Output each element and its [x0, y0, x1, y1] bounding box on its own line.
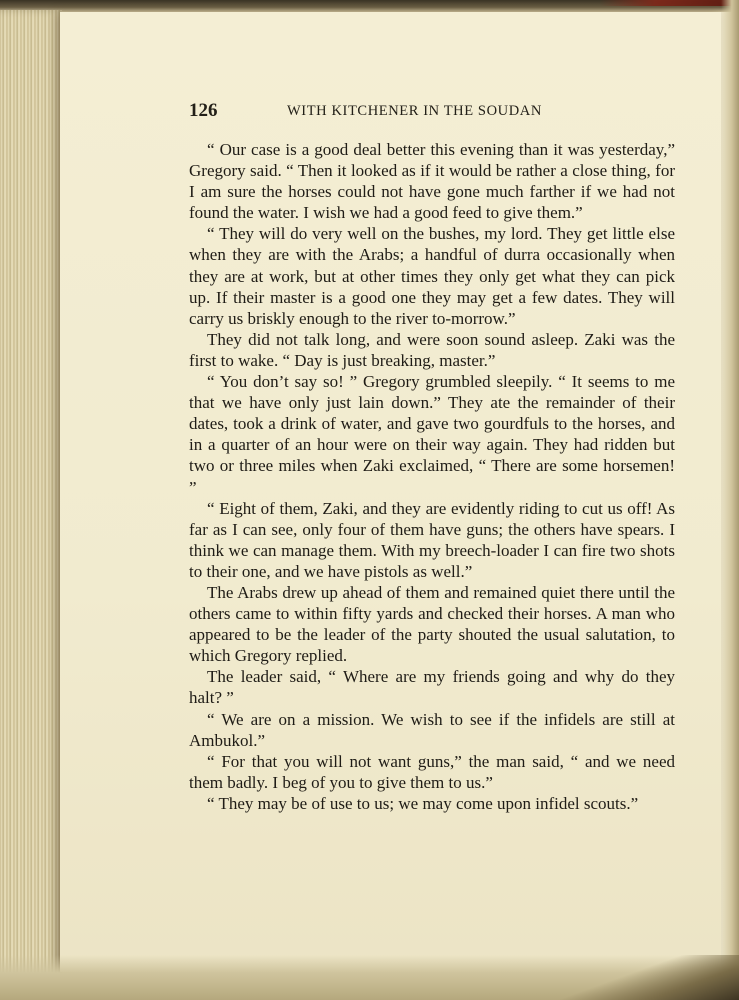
paragraph: “ Our case is a good deal better this evening than it was yesterday,” Gregory said. “ Then it looked as if it would be rather a close thing, for I am sure the horses could not have gone much farther if we had not found the water. I wish we had a good feed to give them.”	[189, 140, 675, 223]
paragraph: “ You don’t say so! ” Gregory grumbled sleepily. “ It seems to me that we have only just lain down.” They ate the remainder of their dates, took a drink of water, and gave two gourdfuls to the horses, and in a quarter of an hour were on their way again. They had ridden but two or three miles when Zaki exclaimed, “ There are some horsemen! ”	[189, 372, 675, 497]
paragraph: The leader said, “ Where are my friends going and why do they halt? ”	[189, 667, 675, 708]
page-curl	[560, 955, 739, 1000]
paragraph: “ We are on a mission. We wish to see if the infidels are still at Ambukol.”	[189, 709, 675, 750]
paragraph: “ They may be of use to us; we may come upon infidel scouts.”	[207, 793, 639, 813]
book-cover-edge	[600, 0, 739, 6]
paragraph: “ Eight of them, Zaki, and they are evidently riding to cut us off! As far as I can see, only four of them have guns; the others have spears. I think we can manage them. With my breech-loader I can fire two shots to their one, and we have pistols as well.”	[189, 498, 675, 581]
book-right-edge	[721, 0, 739, 1000]
paragraph: They did not talk long, and were soon sound asleep. Zaki was the first to wake. “ Day is just breaking, master.”	[189, 329, 675, 370]
page-number: 126	[189, 100, 218, 121]
page-stack-edges	[0, 10, 62, 1000]
running-head: WITH KITCHENER IN THE SOUDAN	[287, 103, 542, 119]
paragraph: “ For that you will not want guns,” the man said, “ and we need them badly. I beg of you to give them to us.”	[189, 751, 675, 792]
paragraph: “ They will do very well on the bushes, my lord. They get little else when they are with the Arabs; a handful of durra occasionally when they are at work, but at other times they only get what they can pick up. If their master is a good one they may get a few dates. They will carry us briskly enough to the river to-morrow.”	[189, 224, 675, 328]
body-text	[189, 139, 675, 814]
page-header	[189, 100, 675, 126]
paragraph: The Arabs drew up ahead of them and remained quiet there until the others came to within fifty yards and checked their horses. A man who appeared to be the leader of the party shouted the usual salutation, to which Gregory replied.	[189, 582, 675, 666]
